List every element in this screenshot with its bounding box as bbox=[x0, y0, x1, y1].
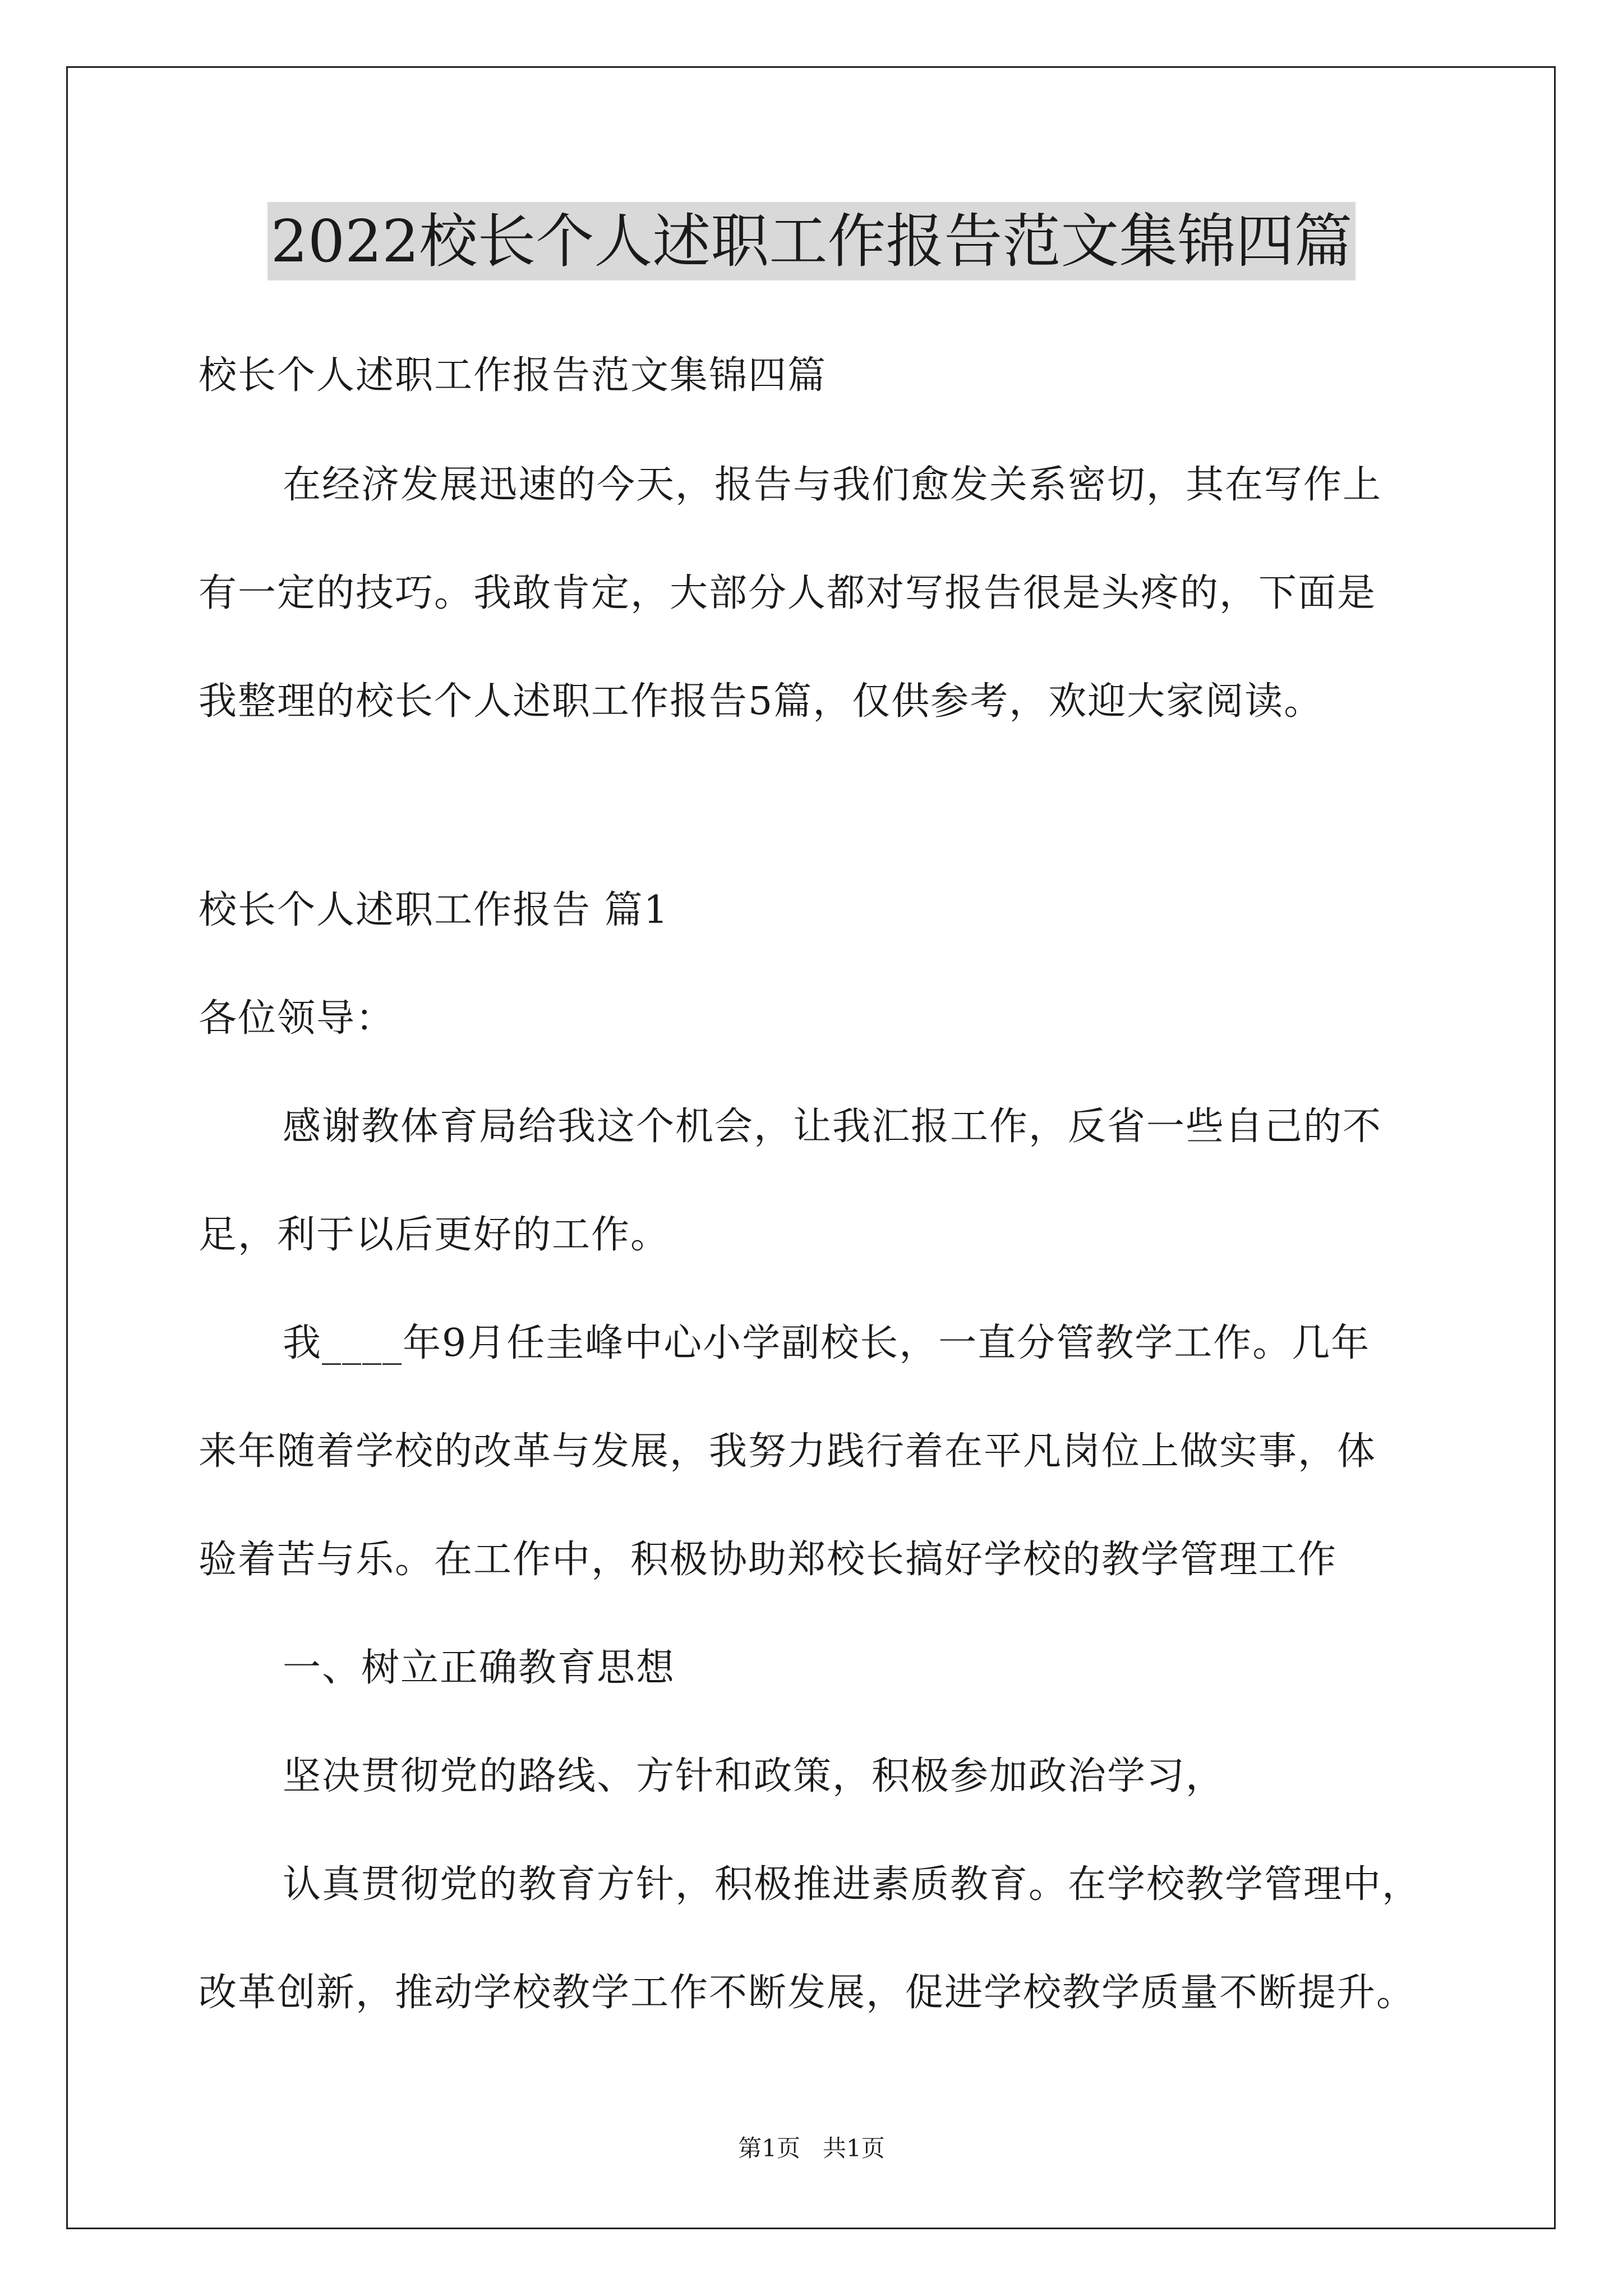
subtitle-line: 校长个人述职工作报告范文集锦四篇 bbox=[199, 353, 827, 398]
title-container bbox=[0, 202, 1623, 280]
page-footer: 第1页 共1页 bbox=[738, 2134, 885, 2162]
paragraph-line: 我____年9月任圭峰中心小学副校长，一直分管教学工作。几年 bbox=[283, 1321, 1371, 1365]
salutation: 各位领导： bbox=[199, 996, 395, 1041]
subsection-heading: 一、树立正确教育思想 bbox=[283, 1646, 676, 1690]
paragraph-line: 我整理的校长个人述职工作报告5篇，仅供参考，欢迎大家阅读。 bbox=[199, 679, 1324, 724]
paragraph-line: 感谢教体育局给我这个机会，让我汇报工作，反省一些自己的不 bbox=[283, 1105, 1382, 1149]
paragraph-line: 坚决贯彻党的路线、方针和政策，积极参加政治学习， bbox=[283, 1754, 1225, 1798]
paragraph-line: 认真贯彻党的教育方针，积极推进素质教育。在学校教学管理中， bbox=[283, 1862, 1422, 1907]
section-heading: 校长个人述职工作报告 篇1 bbox=[199, 888, 669, 932]
paragraph-line: 足，利于以后更好的工作。 bbox=[199, 1213, 670, 1257]
paragraph-line: 验着苦与乐。在工作中，积极协助郑校长搞好学校的教学管理工作 bbox=[199, 1538, 1338, 1582]
document-title: 2022校长个人述职工作报告范文集锦四篇 bbox=[268, 202, 1356, 280]
paragraph-line: 改革创新，推动学校教学工作不断发展，促进学校教学质量不断提升。 bbox=[199, 1971, 1416, 2015]
paragraph-line: 有一定的技巧。我敢肯定，大部分人都对写报告很是头疼的，下面是 bbox=[199, 571, 1377, 615]
paragraph-line: 在经济发展迅速的今天，报告与我们愈发关系密切，其在写作上 bbox=[283, 463, 1382, 507]
paragraph-line: 来年随着学校的改革与发展，我努力践行着在平凡岗位上做实事，体 bbox=[199, 1429, 1377, 1474]
